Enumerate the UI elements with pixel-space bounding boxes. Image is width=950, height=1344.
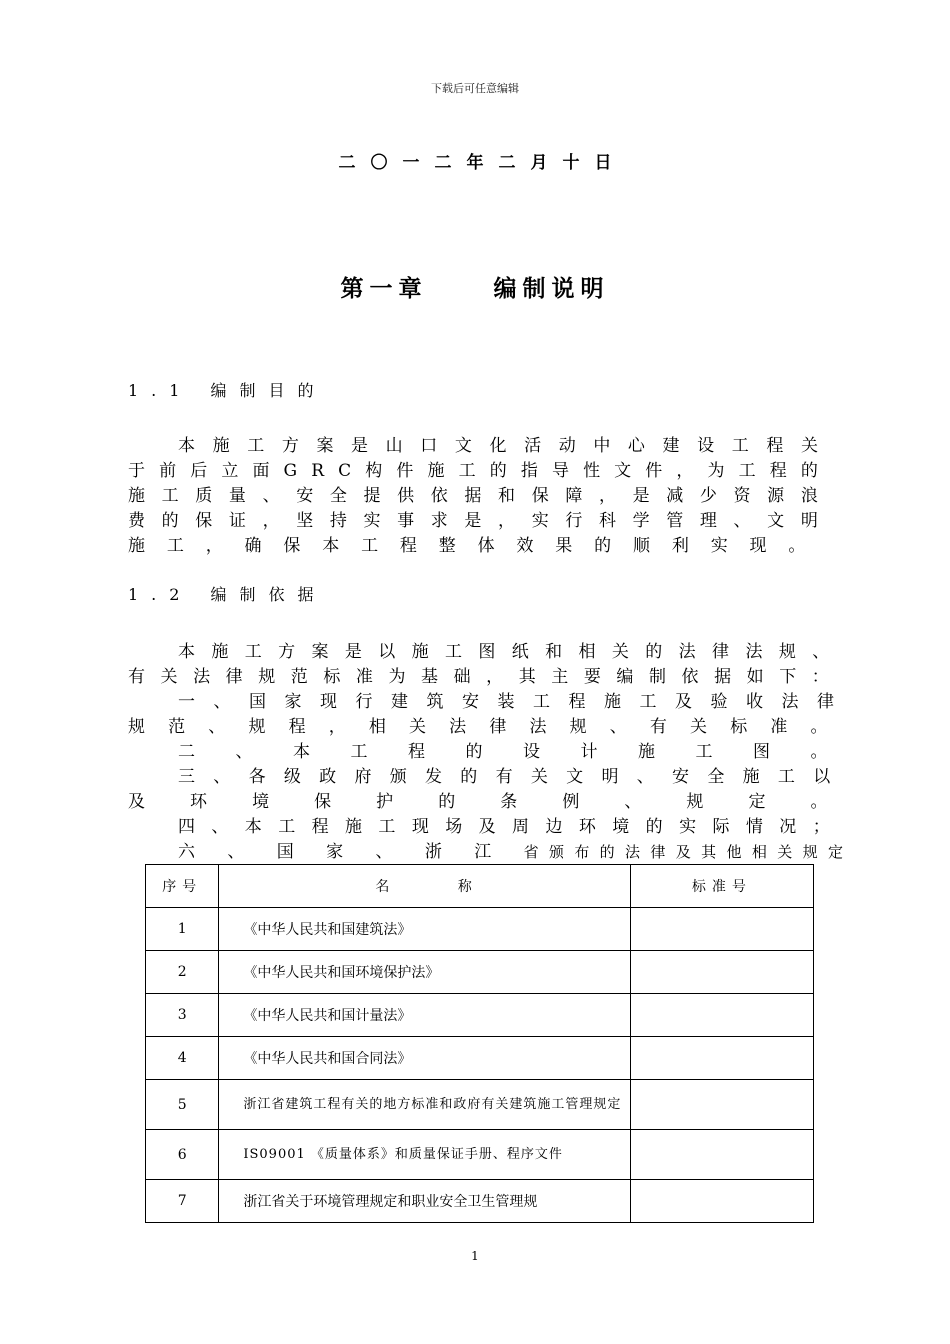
- text-line: 本施工方案是以施工图纸和相关的法律法规、: [178, 642, 843, 662]
- row-name: 《中华人民共和国环境保护法》: [219, 951, 630, 994]
- row-index: 5: [146, 1080, 219, 1130]
- row-index: 3: [146, 994, 219, 1037]
- row-name: IS09001 《质量体系》和质量保证手册、程序文件: [219, 1130, 630, 1180]
- row-standard: [630, 1130, 813, 1180]
- row-name: 《中华人民共和国计量法》: [219, 994, 630, 1037]
- row-standard: [630, 908, 813, 951]
- text-line: 有关法律规范标准为基础，其主要编制依据如下：: [128, 667, 843, 687]
- row-name: 浙江省关于环境管理规定和职业安全卫生管理规: [219, 1180, 630, 1223]
- section-heading-1-1: 1.1 编制目的: [128, 381, 327, 400]
- table-row: [146, 1180, 814, 1223]
- text-line: [128, 840, 843, 865]
- row-standard: [630, 951, 813, 994]
- table-header-row: [146, 865, 814, 908]
- header-index: 序号: [146, 865, 219, 908]
- header-note: 下载后可任意编辑: [431, 82, 519, 95]
- text-line: 施 工 质 量 、 安 全 提 供 依 据 和 保 障 ， 是 减 少 资 源 浪: [128, 486, 818, 506]
- text-line: 费 的 保 证 ， 坚 持 实 事 求 是 ， 实 行 科 学 管 理 、 文 明: [128, 511, 818, 531]
- row-standard: [630, 1037, 813, 1080]
- table-row: [146, 1130, 814, 1180]
- row-standard: [630, 1080, 813, 1130]
- text-line: 本 施 工 方 案 是 山 口 文 化 活 动 中 心 建 设 工 程 关: [178, 436, 818, 456]
- header-standard: 标准号: [630, 865, 813, 908]
- page-number: 1: [471, 1249, 479, 1263]
- row-index: 2: [146, 951, 219, 994]
- row-index: 7: [146, 1180, 219, 1223]
- text-line: 规范、规程，相关法律法规、有关标准。: [128, 717, 843, 737]
- chapter-number: 第一章: [340, 275, 428, 302]
- row-name: 浙江省建筑工程有关的地方标准和政府有关建筑施工管理规定: [219, 1080, 630, 1130]
- row-index: 6: [146, 1130, 219, 1180]
- text-span: 六、国家、浙江: [178, 842, 524, 862]
- table-row: [146, 908, 814, 951]
- row-index: 4: [146, 1037, 219, 1080]
- row-name: 《中华人民共和国建筑法》: [219, 908, 630, 951]
- text-line: 及环境保护的条例、规定。: [128, 792, 843, 812]
- row-standard: [630, 994, 813, 1037]
- row-standard: [630, 1180, 813, 1223]
- chapter-heading: [0, 270, 950, 303]
- text-line: 施工，确保本工程整体效果的顺利实现。: [128, 536, 818, 556]
- paragraph-purpose: [128, 434, 818, 559]
- text-span: 省颁布的法律及其他相关规定: [523, 843, 843, 861]
- table-row: [146, 994, 814, 1037]
- header-name: 名 称: [219, 865, 630, 908]
- row-index: 1: [146, 908, 219, 951]
- text-line: 三、各级政府颁发的有关文明、安全施工以: [178, 767, 843, 787]
- text-line: 四、本工程施工现场及周边环境的实际情况；: [178, 817, 843, 837]
- section-heading-1-2: 1.2 编制依据: [128, 585, 327, 604]
- text-line: 于 前 后 立 面 G R C 构 件 施 工 的 指 导 性 文 件 ， 为 工 程 的: [128, 461, 818, 481]
- paragraph-basis: [128, 640, 853, 865]
- standards-table: [145, 864, 814, 1223]
- chapter-title: 编制说明: [493, 275, 610, 302]
- document-date: 二〇一二年二月十日: [338, 153, 627, 173]
- row-name: 《中华人民共和国合同法》: [219, 1037, 630, 1080]
- text-line: 二、本工程的设计施工图。: [178, 742, 843, 762]
- table-row: [146, 1037, 814, 1080]
- table-row: [146, 1080, 814, 1130]
- table-row: [146, 951, 814, 994]
- text-line: 一、国家现行建筑安装工程施工及验收法律: [178, 692, 853, 712]
